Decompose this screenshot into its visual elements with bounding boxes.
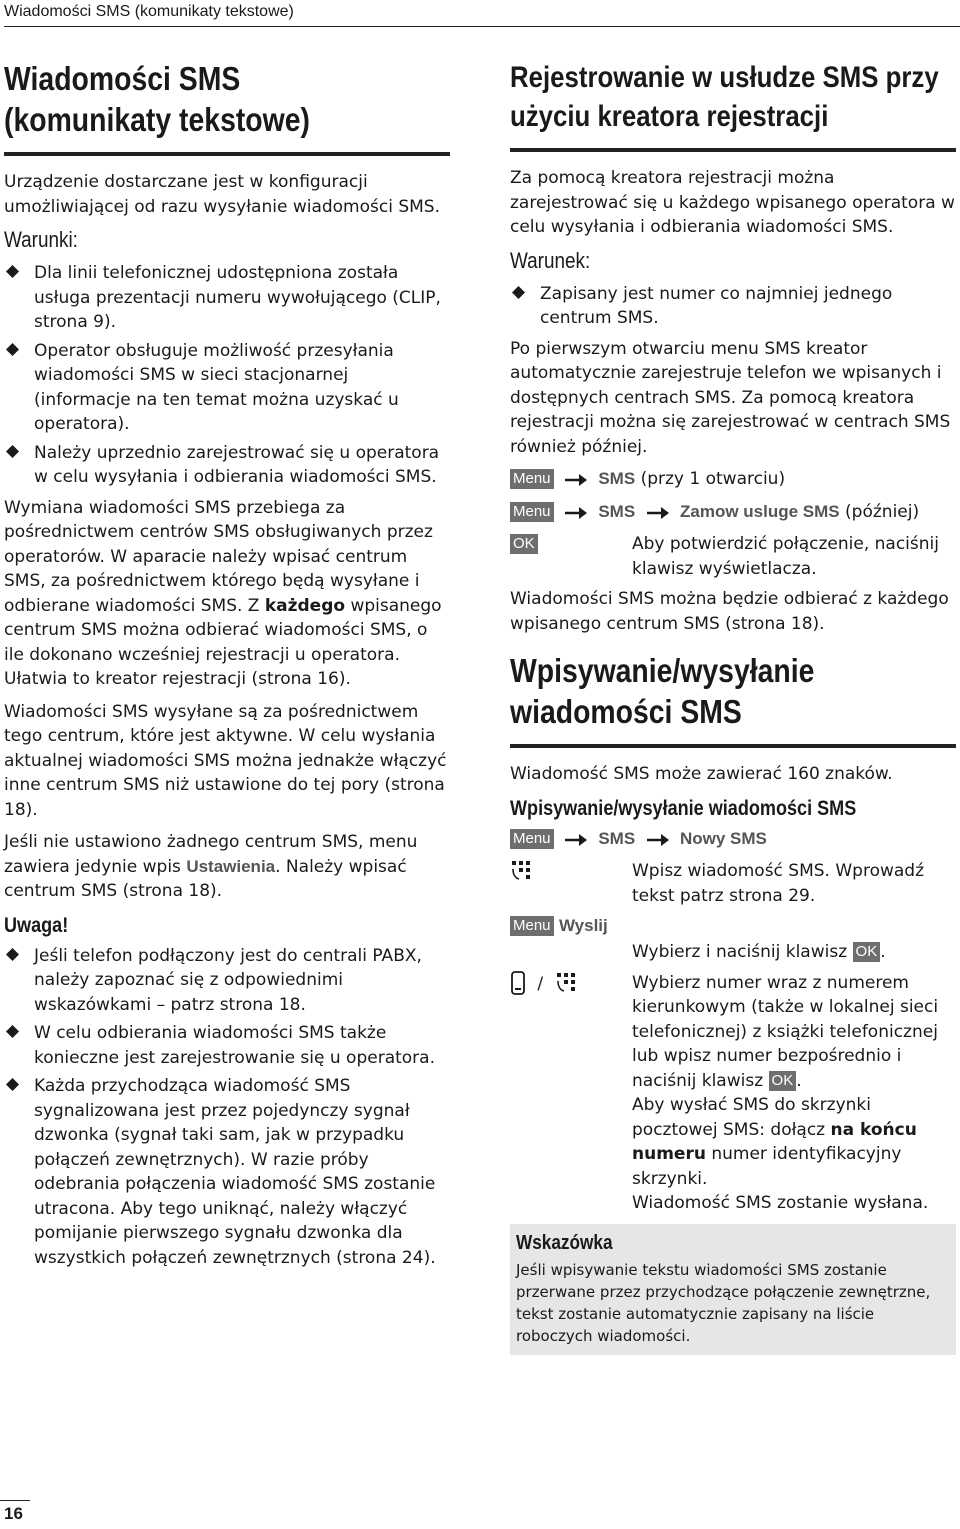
step-text-part: numer identyfikacyjny skrzynki. (632, 1144, 902, 1189)
title-rule (4, 152, 450, 156)
conditions-heading: Warunki: (4, 227, 78, 252)
list-item (510, 282, 956, 331)
menu-key[interactable]: Menu (510, 502, 554, 522)
condition-text: Zapisany jest numer co najmniej jednego centrum SMS. (540, 283, 893, 328)
ok-key[interactable]: OK (769, 1071, 797, 1091)
page-title-line2: (komunikaty tekstowe) (4, 101, 310, 138)
warning-text: Jeśli telefon podłączony jest do centrali PABX, należy zapoznać się z odpowiednimi wskazówkami – patrz strona 18. (34, 945, 422, 1015)
menu-key[interactable]: Menu (510, 916, 554, 936)
menu-item-sms[interactable]: SMS (598, 501, 636, 521)
active-center-paragraph: Wiadomości SMS wysyłane są za pośrednictwem tego centrum, które jest aktywne. W celu wysłania aktualnej wiadomości SMS można jednakże włączyć inne centrum SMS niż ustawione do tej pory (strona 18). (4, 701, 447, 820)
diamond-bullet-icon (6, 445, 19, 458)
condition-text: Należy uprzednio zarejestrować się u operatora w celu wysyłania i odbierania wiadomości SMS. (34, 442, 440, 487)
diamond-bullet-icon (6, 948, 19, 961)
menu-item-sms[interactable]: SMS (598, 469, 636, 488)
arrow-right-icon (563, 505, 589, 521)
menu-item-send[interactable]: Wyslij (558, 916, 608, 935)
path-note: (przy 1 otwarciu) (640, 469, 786, 489)
no-center-paragraph (4, 830, 450, 904)
footer-rule (0, 1500, 30, 1501)
list-item (4, 261, 450, 335)
arrow-right-icon (645, 505, 671, 521)
left-column (4, 58, 450, 1276)
menu-key[interactable]: Menu (510, 829, 554, 849)
step-text-part: Aby wysłać SMS do skrzynki pocztowej SMS: dołącz (632, 1095, 871, 1140)
sms-center-paragraph (4, 496, 450, 692)
intro-paragraph: Urządzenie dostarczane jest w konfiguracji umożliwiającej od razu wysyłanie wiadomości SMS. (4, 172, 440, 217)
step-text (632, 971, 956, 1216)
menu-path-first-open (510, 467, 956, 492)
menu-item-sms[interactable]: SMS (598, 828, 636, 848)
note-box (510, 1224, 956, 1355)
registration-rule (510, 148, 956, 152)
menu-entry-settings: Ustawienia (186, 856, 276, 876)
list-item (4, 339, 450, 437)
page-title (4, 58, 388, 140)
list-item (4, 944, 450, 1018)
right-column (510, 58, 956, 1355)
condition-text: Dla linii telefonicznej udostępniona została usługa prezentacji numeru wywołującego (CLIP, strona 9). (34, 263, 441, 332)
para-text: wpisanego centrum SMS można odbierać wiadomości SMS, o ile dokonano wcześniej rejestracji u operatora. Ułatwia to kreator rejestracji (strona 16). (4, 595, 442, 689)
diamond-bullet-icon (512, 286, 525, 299)
menu-item-new-sms[interactable]: Nowy SMS (680, 828, 767, 848)
registration-title-line1: Rejestrowanie w usłudze SMS przy (510, 61, 939, 94)
step-text-part: . (796, 1070, 802, 1091)
step-text (632, 914, 956, 965)
registration-paragraph: Po pierwszym otwarciu menu SMS kreator automatycznie zarejestruje telefon we wpisanych i dostępnych centrach SMS. Za pomocą kreatora rejestracji można się zarejestrować w centrach SMS również później. (510, 338, 951, 457)
keypad-icon (510, 859, 532, 881)
note-title: Wskazówka (516, 1231, 613, 1254)
step-text-part: Wybierz numer wraz z numerem kierunkowym (także w lokalnej sieci telefonicznej) z książki telefonicznej lub wpisz numer bezpośrednio i naciśnij klawisz (632, 972, 939, 1091)
ok-step (510, 532, 956, 581)
warning-text: W celu odbierania wiadomości SMS także konieczne jest zarejestrowanie się u operatora. (34, 1023, 435, 1068)
conditions-list (4, 261, 450, 490)
keypad-icon (555, 971, 577, 993)
condition-heading: Warunek: (510, 247, 591, 273)
registration-title (510, 58, 939, 136)
arrow-right-icon (563, 832, 589, 848)
menu-path-new-sms (510, 827, 956, 852)
page-number: 16 (4, 1504, 23, 1523)
condition-list (510, 282, 956, 331)
diamond-bullet-icon (6, 1025, 19, 1038)
para-text: Wymiana wiadomości SMS przebiega za pośrednictwem centrów SMS obsługiwanych przez operatorów. W aparacie należy wpisać centrum SMS, za pośrednictwem którego będą wysyłane i odbierane wiadomości SMS. Z (4, 497, 433, 616)
step-text-part: . (880, 942, 886, 962)
diamond-bullet-icon (6, 1078, 19, 1091)
registration-title-line2: użyciu kreatora rejestracji (510, 100, 829, 133)
list-item (4, 1021, 450, 1070)
write-subtitle: Wpisywanie/wysyłanie wiadomości SMS (510, 796, 857, 820)
warnings-list (4, 944, 450, 1271)
path-note: (później) (845, 501, 920, 522)
list-item (4, 1074, 450, 1270)
write-intro: Wiadomość SMS może zawierać 160 znaków. (510, 764, 893, 784)
step-text-part: Wiadomość SMS zostanie wysłana. (632, 1193, 929, 1213)
write-title (510, 650, 894, 732)
warning-text: Każda przychodząca wiadomość SMS sygnalizowana jest przez pojedynczy sygnał dzwonka (sygnał taki sam, jak w przypadku połączeń zewnętrznych). W razie próby odebrania połączenia wiadomość SMS zostanie utracona. Aby tego uniknąć, należy włączyć pomijanie pierwszego sygnału dzwonka dla wszystkich połączeń zewnętrznych (strona 24). (34, 1076, 436, 1268)
running-header-title: Wiadomości SMS (komunikaty tekstowe) (4, 3, 294, 20)
menu-item-order-sms[interactable]: Zamow usluge SMS (680, 501, 840, 521)
step-text-bold: na końcu numeru (632, 1119, 917, 1164)
send-step (510, 914, 956, 965)
step-text: Wpisz wiadomość SMS. Wprowadź tekst patrz strona 29. (632, 861, 925, 906)
registration-intro: Za pomocą kreatora rejestracji można zarejestrować się u każdego wpisanego operatora w celu wysyłania i odbierania wiadomości SMS. (510, 168, 955, 237)
para-text: . Należy wpisać centrum SMS (strona 18). (4, 856, 407, 901)
para-text: Jeśli nie ustawiono żadnego centrum SMS, menu zawiera jedynie wpis (4, 832, 418, 877)
menu-path-later (510, 500, 956, 525)
write-rule (510, 744, 956, 748)
note-body: Jeśli wpisywanie tekstu wiadomości SMS zostanie przerwane przez przychodzące połączenie zewnętrzne, tekst zostanie automatycznie zapisany na liście roboczych wiadomości. (516, 1260, 931, 1345)
write-title-line1: Wpisywanie/wysyłanie (510, 652, 815, 689)
phonebook-icon (510, 971, 526, 995)
number-step (510, 971, 956, 1216)
para-bold: każdego (264, 595, 346, 616)
arrow-right-icon (645, 832, 671, 848)
step-text: Aby potwierdzić połączenie, naciśnij klawisz wyświetlacza. (632, 534, 939, 579)
write-title-line2: wiadomości SMS (510, 693, 742, 730)
list-item (4, 441, 450, 490)
registration-result: Wiadomości SMS można będzie odbierać z każdego wpisanego centrum SMS (strona 18). (510, 589, 949, 634)
ok-key[interactable]: OK (510, 534, 538, 554)
step-text-part: Wybierz i naciśnij klawisz (632, 942, 853, 962)
slash: / (537, 973, 544, 994)
keypad-step (510, 859, 956, 908)
page-title-line1: Wiadomości SMS (4, 60, 241, 97)
ok-key[interactable]: OK (853, 942, 881, 962)
diamond-bullet-icon (6, 343, 19, 356)
diamond-bullet-icon (6, 265, 19, 278)
menu-key[interactable]: Menu (510, 469, 554, 489)
running-header (4, 0, 960, 27)
condition-text: Operator obsługuje możliwość przesyłania wiadomości SMS w sieci stacjonarnej (informacje na ten temat można uzyskać u operatora). (34, 340, 399, 434)
arrow-right-icon (563, 472, 589, 488)
warning-heading: Uwaga! (4, 913, 69, 937)
